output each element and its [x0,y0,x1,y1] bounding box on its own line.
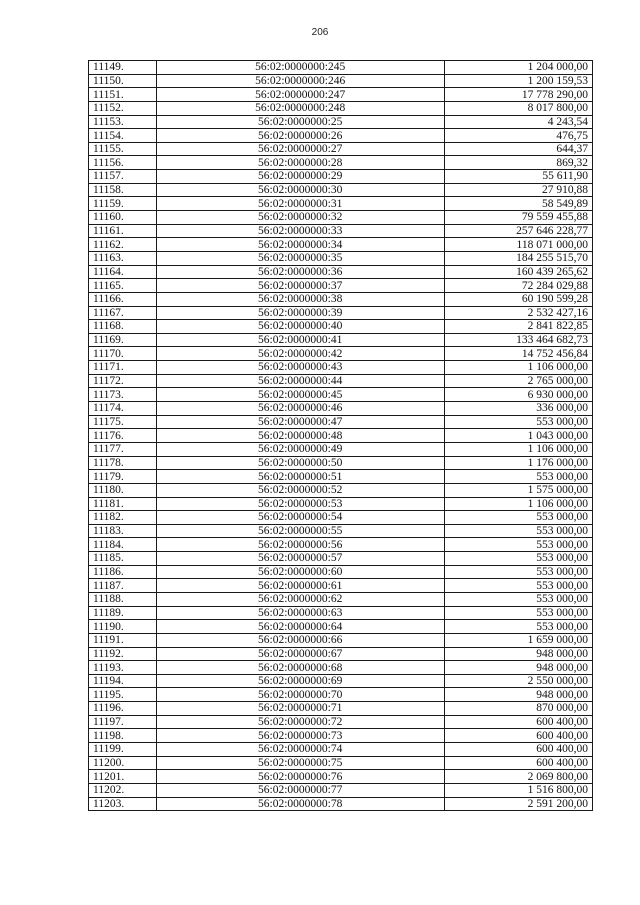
cadastral-value-cell: 1 659 000,00 [444,633,592,647]
cadastral-number-cell: 56:02:0000000:29 [156,170,444,184]
cadastral-value-cell: 1 106 000,00 [444,442,592,456]
row-number-cell: 11165. [89,279,157,293]
cadastral-value-cell: 1 204 000,00 [444,61,592,75]
cadastral-value-cell: 600 400,00 [444,729,592,743]
table-row [89,524,593,538]
table-row [89,115,593,129]
cadastral-number-cell: 56:02:0000000:49 [156,442,444,456]
cadastral-value-cell: 1 106 000,00 [444,361,592,375]
cadastral-number-cell: 56:02:0000000:62 [156,592,444,606]
cadastral-value-cell: 17 778 290,00 [444,88,592,102]
table-row [89,292,593,306]
row-number-cell: 11157. [89,170,157,184]
cadastral-number-cell: 56:02:0000000:45 [156,388,444,402]
row-number-cell: 11173. [89,388,157,402]
row-number-cell: 11195. [89,688,157,702]
cadastral-value-cell: 553 000,00 [444,470,592,484]
cadastral-number-cell: 56:02:0000000:245 [156,61,444,75]
cadastral-number-cell: 56:02:0000000:74 [156,743,444,757]
table-row [89,74,593,88]
row-number-cell: 11152. [89,101,157,115]
cadastral-number-cell: 56:02:0000000:61 [156,579,444,593]
row-number-cell: 11188. [89,592,157,606]
row-number-cell: 11169. [89,333,157,347]
table-row [89,674,593,688]
cadastral-value-cell: 118 071 000,00 [444,238,592,252]
cadastral-value-cell: 553 000,00 [444,606,592,620]
table-row [89,442,593,456]
table-row [89,279,593,293]
table-row [89,770,593,784]
cadastral-number-cell: 56:02:0000000:72 [156,715,444,729]
row-number-cell: 11200. [89,756,157,770]
cadastral-value-cell: 184 255 515,70 [444,251,592,265]
row-number-cell: 11177. [89,442,157,456]
row-number-cell: 11194. [89,674,157,688]
cadastral-number-cell: 56:02:0000000:57 [156,552,444,566]
cadastral-value-cell: 644,37 [444,142,592,156]
cadastral-value-cell: 1 043 000,00 [444,429,592,443]
row-number-cell: 11160. [89,211,157,225]
cadastral-value-cell: 553 000,00 [444,415,592,429]
cadastral-number-cell: 56:02:0000000:32 [156,211,444,225]
cadastral-number-cell: 56:02:0000000:73 [156,729,444,743]
row-number-cell: 11170. [89,347,157,361]
cadastral-value-cell: 1 575 000,00 [444,483,592,497]
cadastral-value-cell: 2 841 822,85 [444,320,592,334]
cadastral-value-cell: 600 400,00 [444,743,592,757]
cadastral-value-cell: 257 646 228,77 [444,224,592,238]
row-number-cell: 11176. [89,429,157,443]
table-row [89,265,593,279]
row-number-cell: 11162. [89,238,157,252]
cadastral-number-cell: 56:02:0000000:28 [156,156,444,170]
table-row [89,756,593,770]
cadastral-number-cell: 56:02:0000000:56 [156,538,444,552]
table-row [89,797,593,811]
cadastral-value-cell: 869,32 [444,156,592,170]
cadastral-number-cell: 56:02:0000000:78 [156,797,444,811]
row-number-cell: 11182. [89,511,157,525]
row-number-cell: 11178. [89,456,157,470]
row-number-cell: 11199. [89,743,157,757]
table-row [89,211,593,225]
cadastral-value-cell: 1 200 159,53 [444,74,592,88]
row-number-cell: 11180. [89,483,157,497]
cadastral-number-cell: 56:02:0000000:55 [156,524,444,538]
cadastral-value-cell: 2 550 000,00 [444,674,592,688]
cadastral-value-cell: 60 190 599,28 [444,292,592,306]
cadastral-number-cell: 56:02:0000000:64 [156,620,444,634]
cadastral-number-cell: 56:02:0000000:68 [156,661,444,675]
cadastral-number-cell: 56:02:0000000:71 [156,702,444,716]
table-row [89,538,593,552]
table-row [89,306,593,320]
table-row [89,347,593,361]
table-row [89,688,593,702]
row-number-cell: 11166. [89,292,157,306]
table-row [89,361,593,375]
table-row [89,661,593,675]
cadastral-number-cell: 56:02:0000000:63 [156,606,444,620]
table-row [89,61,593,75]
row-number-cell: 11181. [89,497,157,511]
table-row [89,320,593,334]
cadastral-value-cell: 1 176 000,00 [444,456,592,470]
table-row [89,743,593,757]
cadastral-value-cell: 600 400,00 [444,715,592,729]
cadastral-number-cell: 56:02:0000000:52 [156,483,444,497]
row-number-cell: 11174. [89,402,157,416]
table-row [89,456,593,470]
table-row [89,251,593,265]
table-row [89,374,593,388]
row-number-cell: 11161. [89,224,157,238]
cadastral-value-cell: 553 000,00 [444,592,592,606]
cadastral-value-cell: 553 000,00 [444,552,592,566]
cadastral-value-cell: 2 591 200,00 [444,797,592,811]
cadastral-number-cell: 56:02:0000000:247 [156,88,444,102]
row-number-cell: 11150. [89,74,157,88]
cadastral-number-cell: 56:02:0000000:54 [156,511,444,525]
cadastral-number-cell: 56:02:0000000:53 [156,497,444,511]
cadastral-value-cell: 6 930 000,00 [444,388,592,402]
page-number: 206 [311,27,329,38]
table-row [89,238,593,252]
table-body [89,61,593,811]
row-number-cell: 11196. [89,702,157,716]
cadastral-value-cell: 8 017 800,00 [444,101,592,115]
table-row [89,170,593,184]
row-number-cell: 11164. [89,265,157,279]
cadastral-value-cell: 1 106 000,00 [444,497,592,511]
table-row [89,429,593,443]
cadastral-number-cell: 56:02:0000000:39 [156,306,444,320]
table-row [89,565,593,579]
row-number-cell: 11156. [89,156,157,170]
table-row [89,156,593,170]
table-row [89,552,593,566]
row-number-cell: 11191. [89,633,157,647]
cadastral-number-cell: 56:02:0000000:34 [156,238,444,252]
row-number-cell: 11186. [89,565,157,579]
row-number-cell: 11190. [89,620,157,634]
row-number-cell: 11202. [89,783,157,797]
table-row [89,783,593,797]
cadastral-number-cell: 56:02:0000000:246 [156,74,444,88]
table-row [89,470,593,484]
row-number-cell: 11154. [89,129,157,143]
row-number-cell: 11183. [89,524,157,538]
cadastral-number-cell: 56:02:0000000:47 [156,415,444,429]
cadastral-value-cell: 160 439 265,62 [444,265,592,279]
row-number-cell: 11201. [89,770,157,784]
row-number-cell: 11153. [89,115,157,129]
cadastral-number-cell: 56:02:0000000:50 [156,456,444,470]
cadastral-number-cell: 56:02:0000000:36 [156,265,444,279]
row-number-cell: 11163. [89,251,157,265]
cadastral-value-cell: 1 516 800,00 [444,783,592,797]
cadastral-number-cell: 56:02:0000000:27 [156,142,444,156]
table-row [89,142,593,156]
table-row [89,101,593,115]
cadastral-number-cell: 56:02:0000000:43 [156,361,444,375]
row-number-cell: 11193. [89,661,157,675]
table-row [89,497,593,511]
cadastral-value-cell: 58 549,89 [444,197,592,211]
cadastral-number-cell: 56:02:0000000:69 [156,674,444,688]
row-number-cell: 11172. [89,374,157,388]
cadastral-value-cell: 2 069 800,00 [444,770,592,784]
cadastral-number-cell: 56:02:0000000:42 [156,347,444,361]
table-row [89,415,593,429]
table-row [89,579,593,593]
row-number-cell: 11187. [89,579,157,593]
cadastral-value-cell: 27 910,88 [444,183,592,197]
table-row [89,729,593,743]
cadastral-value-cell: 55 611,90 [444,170,592,184]
row-number-cell: 11168. [89,320,157,334]
cadastral-number-cell: 56:02:0000000:60 [156,565,444,579]
table-row [89,633,593,647]
row-number-cell: 11198. [89,729,157,743]
cadastral-value-cell: 2 765 000,00 [444,374,592,388]
row-number-cell: 11155. [89,142,157,156]
cadastral-value-cell: 72 284 029,88 [444,279,592,293]
cadastral-number-cell: 56:02:0000000:248 [156,101,444,115]
row-number-cell: 11159. [89,197,157,211]
cadastral-number-cell: 56:02:0000000:66 [156,633,444,647]
cadastral-number-cell: 56:02:0000000:48 [156,429,444,443]
cadastral-number-cell: 56:02:0000000:25 [156,115,444,129]
cadastral-number-cell: 56:02:0000000:40 [156,320,444,334]
table-row [89,183,593,197]
cadastral-number-cell: 56:02:0000000:31 [156,197,444,211]
table-row [89,197,593,211]
table-row [89,702,593,716]
cadastral-value-cell: 14 752 456,84 [444,347,592,361]
row-number-cell: 11158. [89,183,157,197]
cadastral-number-cell: 56:02:0000000:35 [156,251,444,265]
row-number-cell: 11203. [89,797,157,811]
cadastral-value-cell: 553 000,00 [444,524,592,538]
table-row [89,333,593,347]
cadastral-value-table [88,60,593,811]
row-number-cell: 11189. [89,606,157,620]
cadastral-value-cell: 948 000,00 [444,661,592,675]
cadastral-number-cell: 56:02:0000000:26 [156,129,444,143]
table-row [89,402,593,416]
table-row [89,224,593,238]
cadastral-number-cell: 56:02:0000000:37 [156,279,444,293]
row-number-cell: 11197. [89,715,157,729]
cadastral-number-cell: 56:02:0000000:76 [156,770,444,784]
cadastral-value-cell: 476,75 [444,129,592,143]
cadastral-value-cell: 2 532 427,16 [444,306,592,320]
row-number-cell: 11151. [89,88,157,102]
table-row [89,592,593,606]
cadastral-number-cell: 56:02:0000000:46 [156,402,444,416]
table-row [89,388,593,402]
cadastral-value-cell: 553 000,00 [444,565,592,579]
row-number-cell: 11185. [89,552,157,566]
cadastral-number-cell: 56:02:0000000:77 [156,783,444,797]
table-row [89,620,593,634]
table-row [89,647,593,661]
row-number-cell: 11192. [89,647,157,661]
cadastral-number-cell: 56:02:0000000:30 [156,183,444,197]
table-row [89,483,593,497]
cadastral-value-cell: 4 243,54 [444,115,592,129]
cadastral-number-cell: 56:02:0000000:67 [156,647,444,661]
row-number-cell: 11171. [89,361,157,375]
cadastral-value-cell: 870 000,00 [444,702,592,716]
cadastral-value-cell: 600 400,00 [444,756,592,770]
table-row [89,715,593,729]
cadastral-value-cell: 553 000,00 [444,620,592,634]
cadastral-value-cell: 948 000,00 [444,647,592,661]
cadastral-value-cell: 133 464 682,73 [444,333,592,347]
cadastral-value-cell: 948 000,00 [444,688,592,702]
table-row [89,511,593,525]
cadastral-value-cell: 553 000,00 [444,511,592,525]
cadastral-number-cell: 56:02:0000000:51 [156,470,444,484]
cadastral-number-cell: 56:02:0000000:75 [156,756,444,770]
cadastral-number-cell: 56:02:0000000:70 [156,688,444,702]
cadastral-number-cell: 56:02:0000000:33 [156,224,444,238]
cadastral-value-cell: 553 000,00 [444,579,592,593]
cadastral-value-cell: 336 000,00 [444,402,592,416]
cadastral-number-cell: 56:02:0000000:44 [156,374,444,388]
row-number-cell: 11179. [89,470,157,484]
cadastral-value-cell: 553 000,00 [444,538,592,552]
cadastral-number-cell: 56:02:0000000:41 [156,333,444,347]
table-row [89,88,593,102]
cadastral-value-cell: 79 559 455,88 [444,211,592,225]
table-row [89,606,593,620]
table-row [89,129,593,143]
cadastral-number-cell: 56:02:0000000:38 [156,292,444,306]
row-number-cell: 11184. [89,538,157,552]
row-number-cell: 11149. [89,61,157,75]
row-number-cell: 11167. [89,306,157,320]
row-number-cell: 11175. [89,415,157,429]
